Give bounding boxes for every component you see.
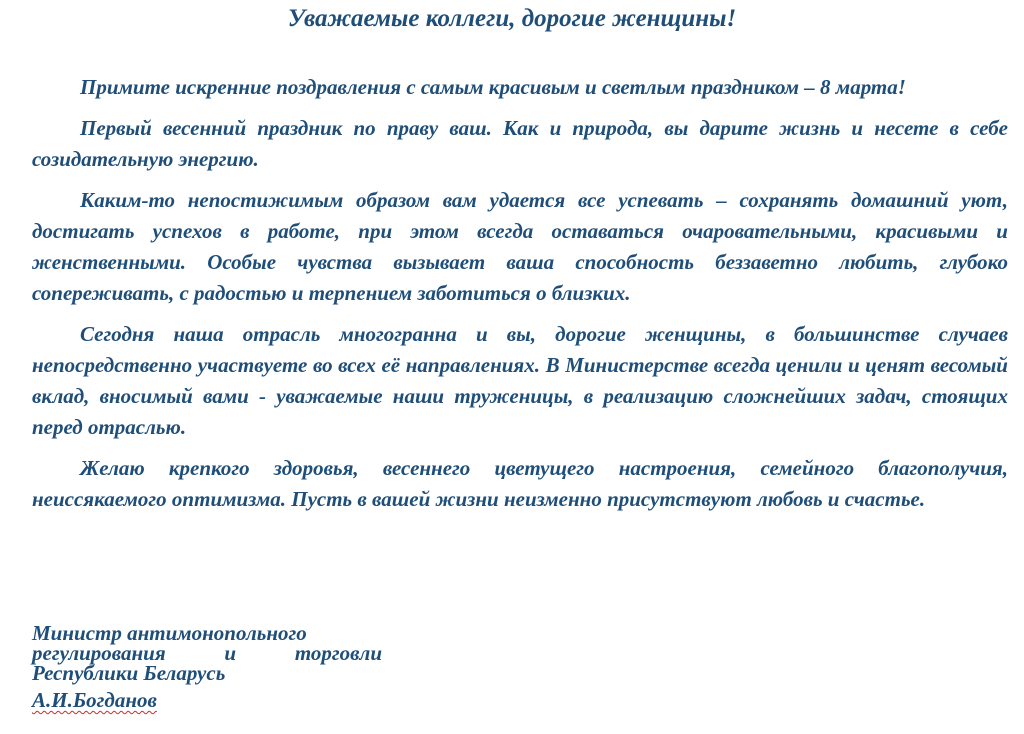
signature-country: Республики Беларусь [32,661,226,685]
signature-word: и [224,641,237,665]
greeting-title: Уважаемые коллеги, дорогие женщины! [287,5,737,32]
signature-word: регулирования [32,641,166,665]
signatory-name: А.И.Богданов [32,688,157,712]
paragraph-wishes: Желаю крепкого здоровья, весеннего цветущего настроения, семейного благополучия, неиссякаемого оптимизма. Пусть в вашей жизни неизменно присутствуют любовь и счастье. [32,456,1008,511]
paragraph-industry-role: Сегодня наша отрасль многогранна и вы, дорогие женщины, в большинстве случаев непосредственно участвуете во всех её направлениях. В Министерстве всегда ценили и ценят весомый вклад, вносимый вами - уважаемые наши труженицы, в реализацию сложнейших задач, стоящих перед отраслью. [32,322,1008,439]
signature-position-line1: Министр антимонопольного [32,621,307,645]
letter-body [32,72,1008,525]
paragraph-congratulations: Примите искренние поздравления с самым красивым и светлым праздником – 8 марта! [80,75,906,99]
paragraph-qualities: Каким-то непостижимым образом вам удается все успевать – сохранять домашний уют, достигать успехов в работе, при этом всегда оставаться очаровательными, красивыми и женственными. Особые чувства вызывает ваша способность беззаветно любить, глубоко сопереживать, с радостью и терпением заботиться о близких. [32,188,1008,305]
paragraph-spring-holiday: Первый весенний праздник по праву ваш. Как и природа, вы дарите жизнь и несете в себе созидательную энергию. [32,116,1008,171]
signature-word: торговли [294,641,382,665]
signature-block [32,623,392,710]
signature-position-line2 [32,643,382,663]
